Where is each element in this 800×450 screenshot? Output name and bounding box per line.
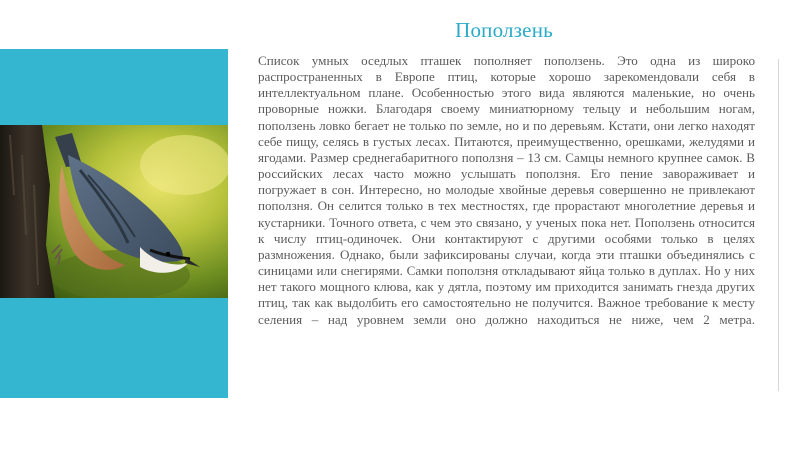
- slide-title: Поползень: [455, 18, 553, 42]
- nuthatch-photo: [0, 125, 228, 298]
- right-divider: [778, 59, 779, 391]
- slide-body-text: Список умных оседлых пташек пополняет поползень. Это одна из широко распространенных в Европе птиц, которые хорошо зарекомендовали себя в интеллектуальном плане. Особенностью этого вида являются маленькие, но очень проворные ножки. Благодаря своему миниатюрному тельцу и небольшим ногам, поползень ловко бегает не только по земле, но и по деревьям. Кстати, они легко находят себе пищу, селясь в густых лесах. Питаются, преимущественно, орешками, желудями и ягодами. Размер среднегабаритного поползня – 13 см. Самцы немного крупнее самок. В российских лесах часто можно услышать поползня. Его пение завораживает и погружает в сон. Интересно, но молодые хвойные деревья совершенно не привлекают поползня. Он селится только в тех местностях, где прорастают многолетние деревья и кустарники. Точного ответа, с чем это связано, у ученых пока нет. Поползень относится к числу птиц-одиночек. Они контактируют с другими особями только в целях размножения. Однако, были зафиксированы случаи, когда эти пташки объединялись с синицами или снегирями. Самки поползня откладывают яйца только в дуплах. Но у них нет такого мощного клюва, как у дятла, поэтому им приходится занимать гнезда других птиц, так как выдолбить его самостоятельно не получится. Важное требование к месту селения – над уровнем земли оно должно находиться не ниже, чем 2 метра.: [258, 53, 755, 327]
